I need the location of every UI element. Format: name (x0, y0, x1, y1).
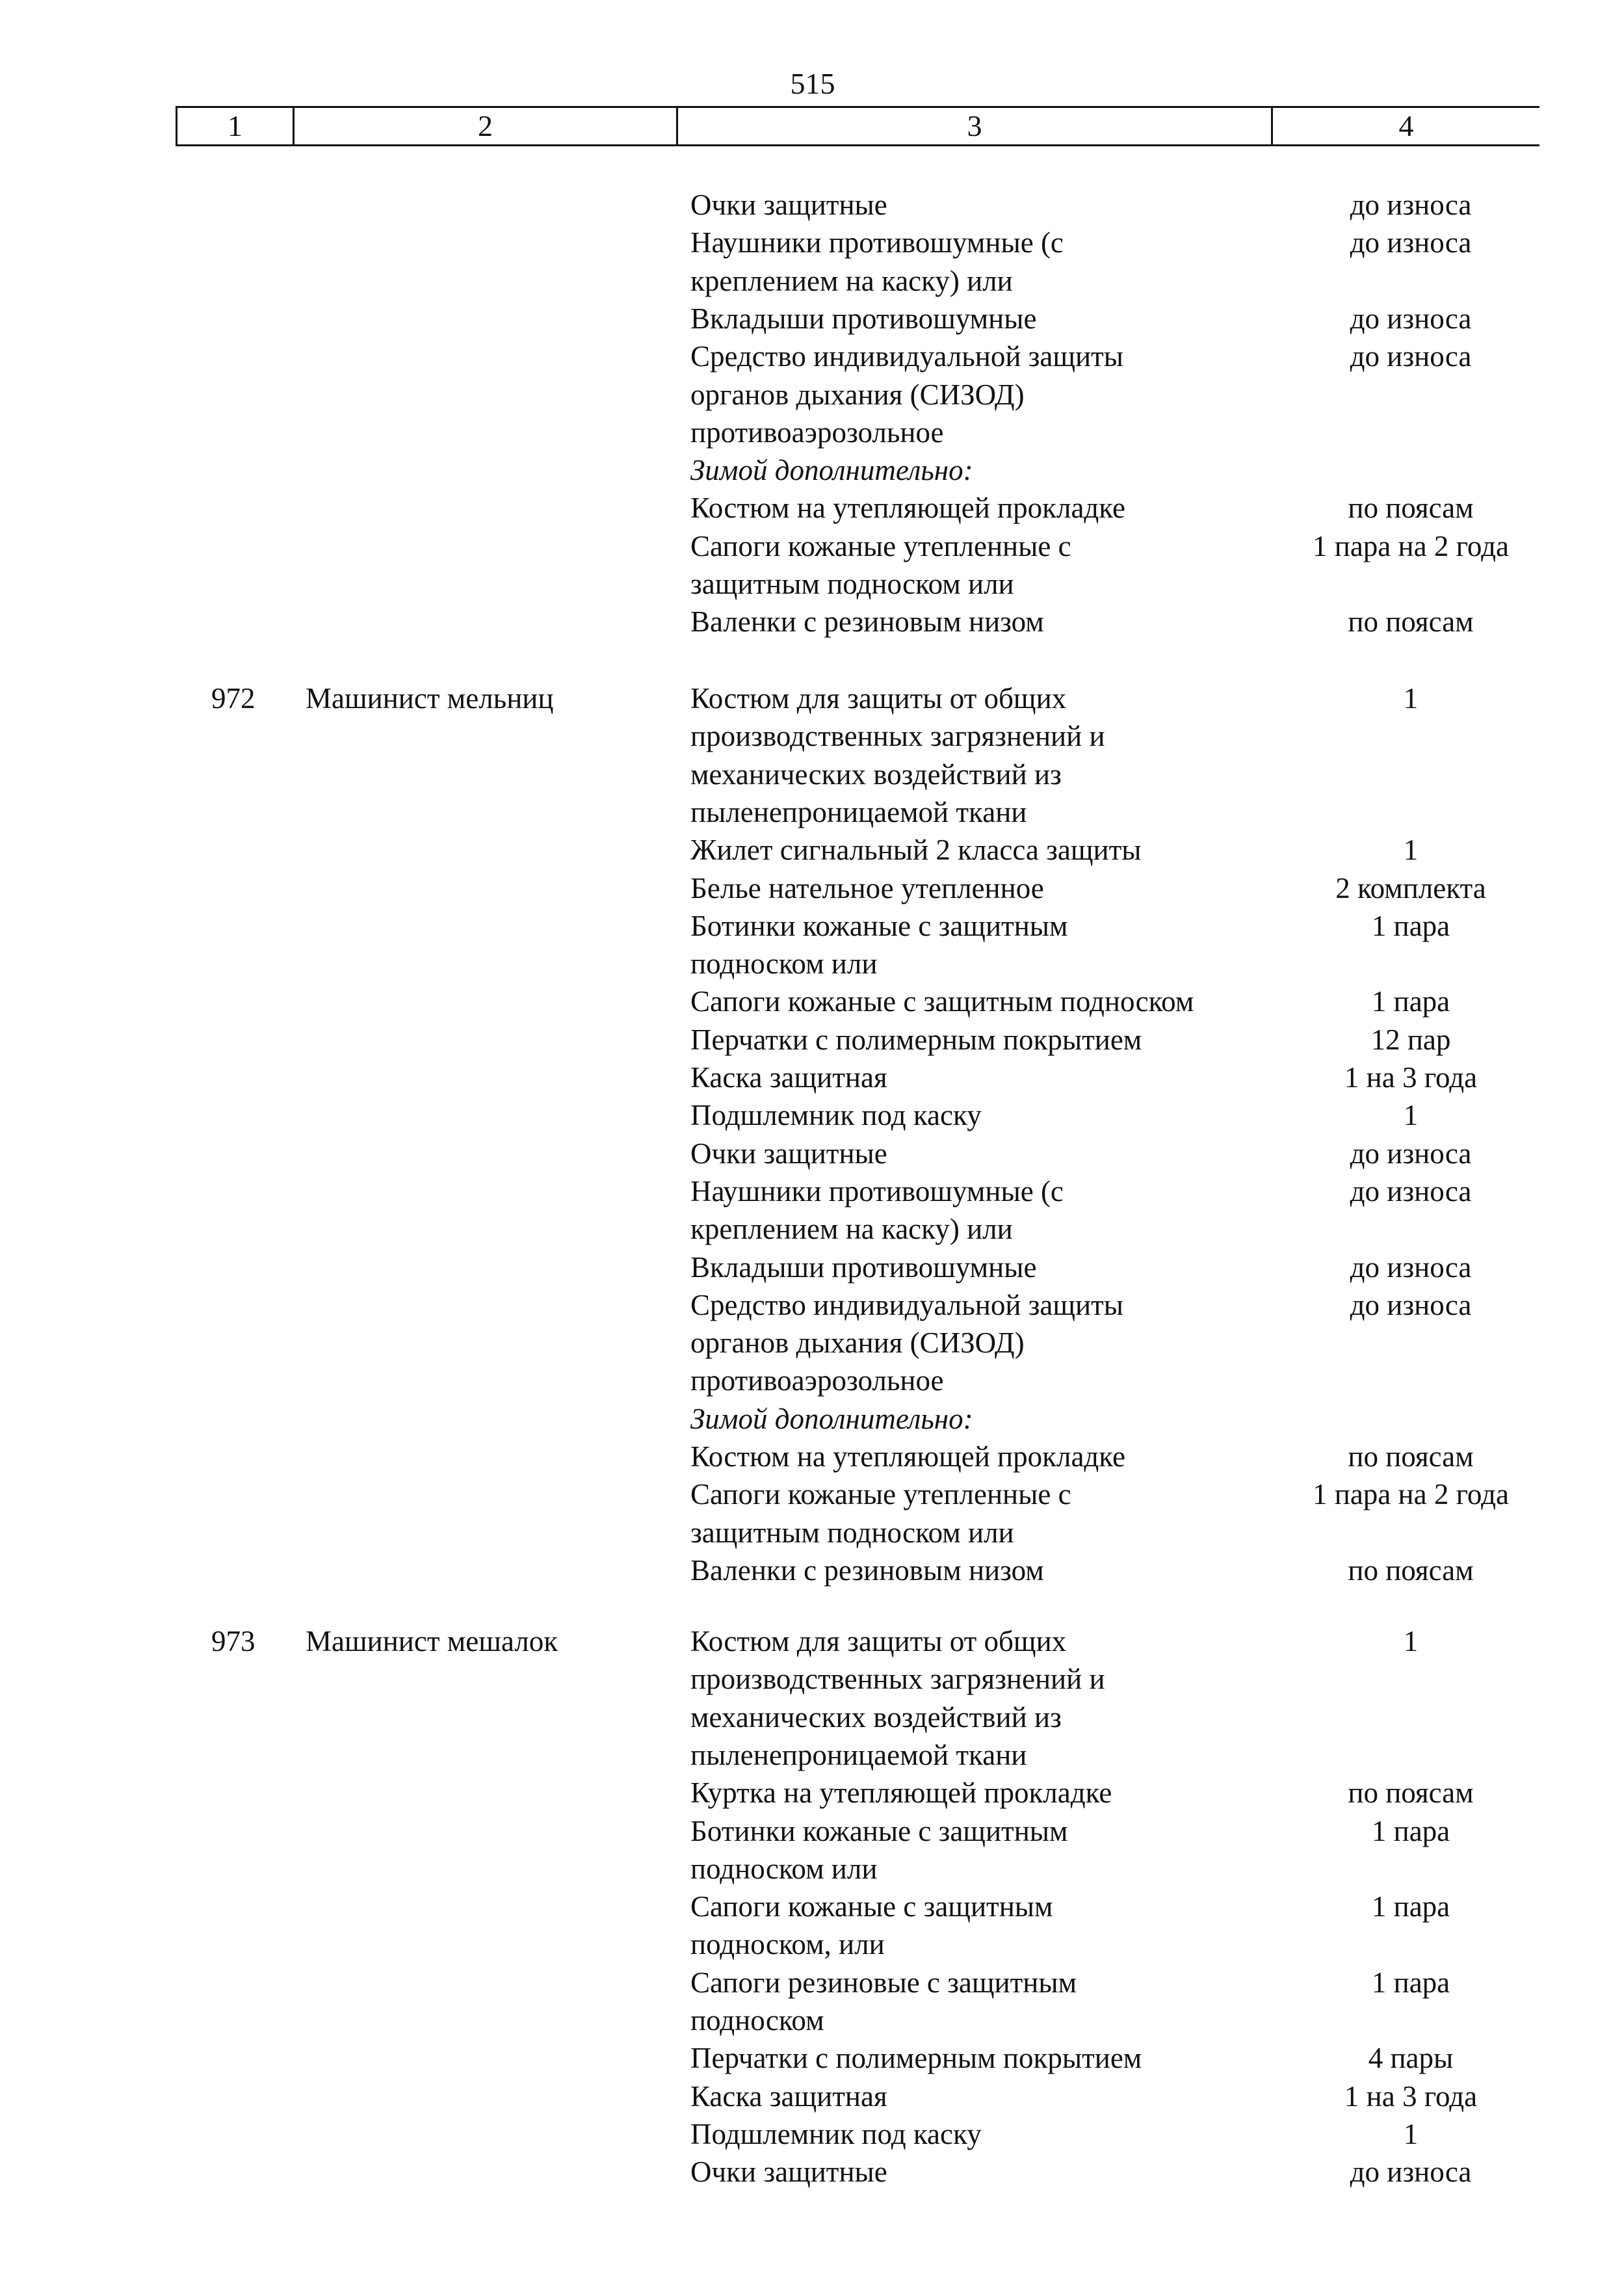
ppe-item-text: Наушники противошумные (с (690, 1174, 1064, 1207)
ppe-item-text: Сапоги кожаные с защитным подноском (690, 985, 1194, 1018)
ppe-item-text: Куртка на утепляющей прокладке (690, 1776, 1112, 1810)
ppe-item-text: производственных загрязнений и (690, 1663, 1105, 1696)
ppe-item-text: Костюм для защиты от общих (690, 682, 1067, 715)
ppe-item-text: Перчатки с полимерным покрытием (690, 2042, 1142, 2075)
issue-norm: по поясам (1348, 1553, 1474, 1587)
ppe-item-text: противоаэрозольное (690, 1364, 944, 1397)
ppe-item-text: Валенки с резиновым низом (690, 1553, 1044, 1587)
issue-norm: 1 (1403, 1625, 1419, 1657)
ppe-item-text: креплением на каску) или (690, 264, 1013, 297)
issue-norm: до износа (1350, 1137, 1472, 1170)
issue-norm: до износа (1350, 1250, 1472, 1284)
ppe-item-text: Перчатки с полимерным покрытием (690, 1023, 1142, 1056)
issue-norm: 1 (1403, 2117, 1419, 2150)
issue-norm: 4 пары (1368, 2042, 1454, 2075)
issue-norm: до износа (1350, 1174, 1472, 1207)
winter-addition-note: Зимой дополнительно: (690, 1402, 973, 1435)
issue-norm: по поясам (1348, 1776, 1474, 1810)
ppe-item-text: пыленепроницаемой ткани (690, 795, 1027, 828)
ppe-item-text: Каска защитная (690, 2079, 887, 2113)
issue-norm: 1 пара на 2 года (1313, 529, 1509, 562)
issue-norm: по поясам (1348, 492, 1474, 525)
ppe-item-text: Жилет сигнальный 2 класса защиты (690, 834, 1142, 867)
ppe-item-text: пыленепроницаемой ткани (690, 1738, 1027, 1771)
column-header-1: 1 (177, 108, 295, 144)
ppe-item-text: Сапоги кожаные с защитным (690, 1890, 1053, 1923)
ppe-item-text: подноском или (690, 947, 878, 981)
issue-norm: 1 пара (1371, 1814, 1450, 1847)
ppe-item-text: Сапоги кожаные утепленные с (690, 529, 1071, 562)
column-header-2: 2 (295, 108, 678, 144)
ppe-item-text: органов дыхания (СИЗОД) (690, 1326, 1025, 1360)
ppe-item-text: Вкладыши противошумные (690, 302, 1037, 335)
ppe-item-text: производственных загрязнений и (690, 720, 1105, 753)
ppe-item-text: подноском, или (690, 1928, 885, 1961)
ppe-item-text: защитным подноском или (690, 1516, 1014, 1549)
ppe-item-text: Подшлемник под каску (690, 2117, 982, 2150)
ppe-item-text: Подшлемник под каску (690, 1099, 982, 1132)
ppe-item-text: Сапоги резиновые с защитным (690, 1966, 1077, 1999)
ppe-item-text: Наушники противошумные (с (690, 226, 1064, 259)
issue-norm: до износа (1350, 302, 1472, 335)
issue-norm: 1 пара (1371, 909, 1450, 942)
issue-norm: 1 на 3 года (1344, 1061, 1478, 1094)
ppe-item-text: Очки защитные (690, 189, 887, 221)
ppe-item-text: органов дыхания (СИЗОД) (690, 378, 1025, 411)
issue-norm: 1 пара (1371, 1966, 1450, 1999)
row-number: 973 (211, 1625, 255, 1657)
column-header-3: 3 (678, 108, 1273, 144)
ppe-item-text: Очки защитные (690, 1137, 887, 1170)
issue-norm: 2 комплекта (1335, 871, 1486, 904)
issue-norm: 1 на 3 года (1344, 2079, 1478, 2113)
ppe-item-text: подноском (690, 2004, 824, 2037)
column-header-4: 4 (1398, 109, 1414, 142)
ppe-item-text: Средство индивидуальной защиты (690, 1288, 1124, 1321)
issue-norm: 1 (1403, 682, 1419, 715)
ppe-item-text: Сапоги кожаные утепленные с (690, 1478, 1071, 1511)
ppe-item-text: Средство индивидуальной защиты (690, 340, 1124, 373)
issue-norm: 1 (1403, 1099, 1419, 1132)
ppe-item-text: Валенки с резиновым низом (690, 605, 1044, 639)
issue-norm: до износа (1350, 189, 1472, 221)
issue-norm: 1 (1403, 834, 1419, 867)
ppe-item-text: подноском или (690, 1852, 878, 1885)
ppe-item-text: Костюм на утепляющей прокладке (690, 492, 1126, 525)
page-number: 515 (790, 67, 835, 100)
ppe-item-text: Ботинки кожаные с защитным (690, 1814, 1068, 1847)
ppe-item-text: Костюм на утепляющей прокладке (690, 1440, 1126, 1473)
ppe-item-text: Костюм для защиты от общих (690, 1625, 1067, 1657)
issue-norm: до износа (1350, 1288, 1472, 1321)
ppe-item-text: защитным подноском или (690, 568, 1014, 600)
ppe-item-text: противоаэрозольное (690, 416, 944, 449)
ppe-item-text: креплением на каску) или (690, 1213, 1013, 1246)
ppe-item-text: Ботинки кожаные с защитным (690, 909, 1068, 942)
issue-norm: 12 пар (1370, 1023, 1451, 1056)
ppe-item-text: Белье нательное утепленное (690, 871, 1044, 904)
ppe-item-text: Вкладыши противошумные (690, 1250, 1037, 1284)
issue-norm: 1 пара (1371, 985, 1450, 1018)
ppe-item-text: Каска защитная (690, 1061, 887, 1094)
winter-addition-note: Зимой дополнительно: (690, 454, 973, 487)
ppe-item-text: механических воздействий из (690, 1700, 1062, 1734)
issue-norm: 1 пара (1371, 1890, 1450, 1923)
row-number: 972 (211, 682, 255, 715)
issue-norm: до износа (1350, 2156, 1472, 2189)
ppe-item-text: механических воздействий из (690, 758, 1062, 791)
profession-name: Машинист мельниц (306, 682, 554, 715)
profession-name: Машинист мешалок (306, 1625, 558, 1657)
issue-norm: до износа (1350, 340, 1472, 373)
issue-norm: по поясам (1348, 1440, 1474, 1473)
issue-norm: по поясам (1348, 605, 1474, 639)
issue-norm: 1 пара на 2 года (1313, 1478, 1509, 1511)
issue-norm: до износа (1350, 226, 1472, 259)
ppe-item-text: Очки защитные (690, 2156, 887, 2189)
